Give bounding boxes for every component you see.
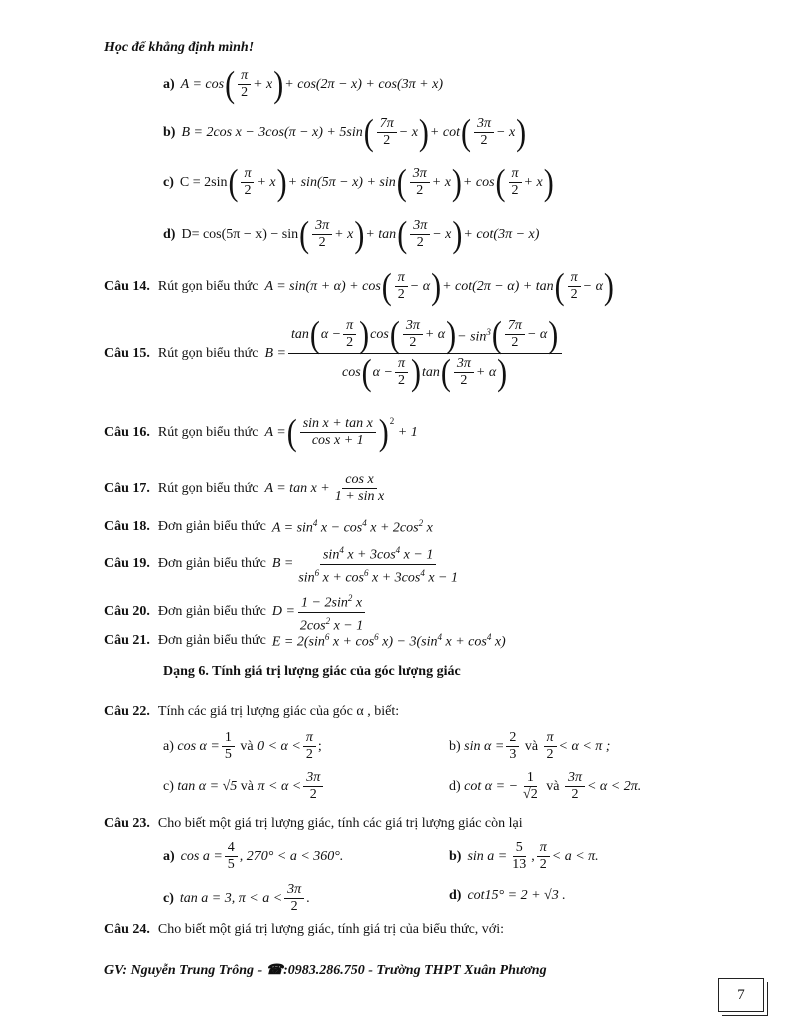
item-a: a) A = cos ( $\frac{\pi}{2}$ + x ) + cos(2π − x) + cos(3π + x) — [163, 63, 443, 105]
question-17: Câu 17. Rút gọn biểu thức A = tan x + $\frac{\text{cos x}}{\text{1 + sin x}}$ — [104, 472, 385, 504]
item-b: b) B = 2cos x − 3cos(π − x) + 5sin ( $\frac{7\pi}{2}$ − x ) + cot ( $\frac{3\pi}{2}$ − x ) — [163, 111, 527, 153]
question-14: Câu 14. Rút gọn biểu thức A = sin(π + α) + cos ( $\frac{\pi}{2}$ − α ) + cot(2π − α) + tan ( $\frac{\pi}{2}$ − α ) — [104, 265, 614, 307]
q22-a: a) cos α = $\frac{1}{5}$ và 0 < α < $\frac{\pi}{2}$ ; — [163, 730, 322, 762]
q22-b: b) sin α = $\frac{2}{3}$ và $\frac{\pi}{2}$ < α < π ; — [449, 730, 611, 762]
item-d: d) D= cos(5π − x) − sin ( $\frac{3\pi}{2}$ + x ) + tan ( $\frac{3\pi}{2}$ − x ) + cot(3π − x) — [163, 213, 540, 255]
q22-c: c) tan α = √5 và π < α < $\frac{3\pi}{2}$ — [163, 770, 325, 803]
q23-c: c) tan a = 3, π < a < $\frac{3\pi}{2}$ . — [163, 882, 310, 914]
question-16: Câu 16. Rút gọn biểu thức A = ( $\frac{\text{sin x + tan x}}{\text{cos x + 1}}$ ) $^2$ + 1 — [104, 411, 418, 453]
question-21: Câu 21. Đơn giản biểu thức $E = 2(\sin^6$ $x + \cos^6 x) - 3(\sin^4$ $x + \cos^4 x$) — [104, 632, 506, 650]
q23-d: d) cot15° = 2 + √3 . — [449, 888, 566, 903]
question-20: Câu 20. Đơn giản biểu thức D = $\frac{1 - 2\sin^2 x}{2\cos^2 x - 1}$ — [104, 590, 368, 634]
question-24: Câu 24. Cho biết một giá trị lượng giác, tính giá trị của biểu thức, với: — [104, 922, 504, 937]
question-22: Câu 22. Tính các giá trị lượng giác của góc α , biết: — [104, 704, 400, 719]
question-19: Câu 19. Đơn giản biểu thức B = $\frac{\sin^4 x + 3\cos^4 x - 1}{\sin^6 x + \cos^6 x + 3\cos^4 x - 1}$ — [104, 542, 463, 586]
item-c: c) C = 2sin ( $\frac{\pi}{2}$ + x ) + sin(5π − x) + sin ( $\frac{3\pi}{2}$ + x ) + cos ( $\frac{\pi}{2}$ + x ) — [163, 161, 554, 203]
question-18: Câu 18. Đơn giản biểu thức $A = \sin^4 x - \cos^4 x + 2\cos^2$ x — [104, 518, 433, 536]
section-title: Dạng 6. Tính giá trị lượng giác của góc lượng giác — [163, 664, 461, 679]
q23-a: a) cos a = $\frac{4}{5}$ , 270° < a < 360°. — [163, 840, 344, 872]
page-header: Học để khẳng định mình! — [104, 40, 255, 55]
page-number: 7 — [718, 978, 764, 1012]
question-15: Câu 15. Rút gọn biểu thức B = tan ( α − $\frac{\pi}{2}$ ) cos ( $\frac{3\pi}{2}$ + α ) − $\sin^3$ ( $\frac{7\pi}{2}$ − α ) cos ( α − $\frac{\pi}{2}$ ) tan ( $\frac{3\pi}{2}$ + α ) — [104, 318, 564, 389]
question-23: Câu 23. Cho biết một giá trị lượng giác, tính các giá trị lượng giác còn lại — [104, 816, 523, 831]
q22-d: d) cot α = − $\frac{1}{√2}$ và $\frac{3\pi}{2}$ < α < 2π. — [449, 770, 642, 802]
q23-b: b) sin a = $\frac{5}{13}$ , $\frac{\pi}{2}$ < a < π. — [449, 840, 599, 872]
page-footer: GV: Nguyễn Trung Trông - ☎:0983.286.750 - Trường THPT Xuân Phương — [104, 963, 547, 978]
